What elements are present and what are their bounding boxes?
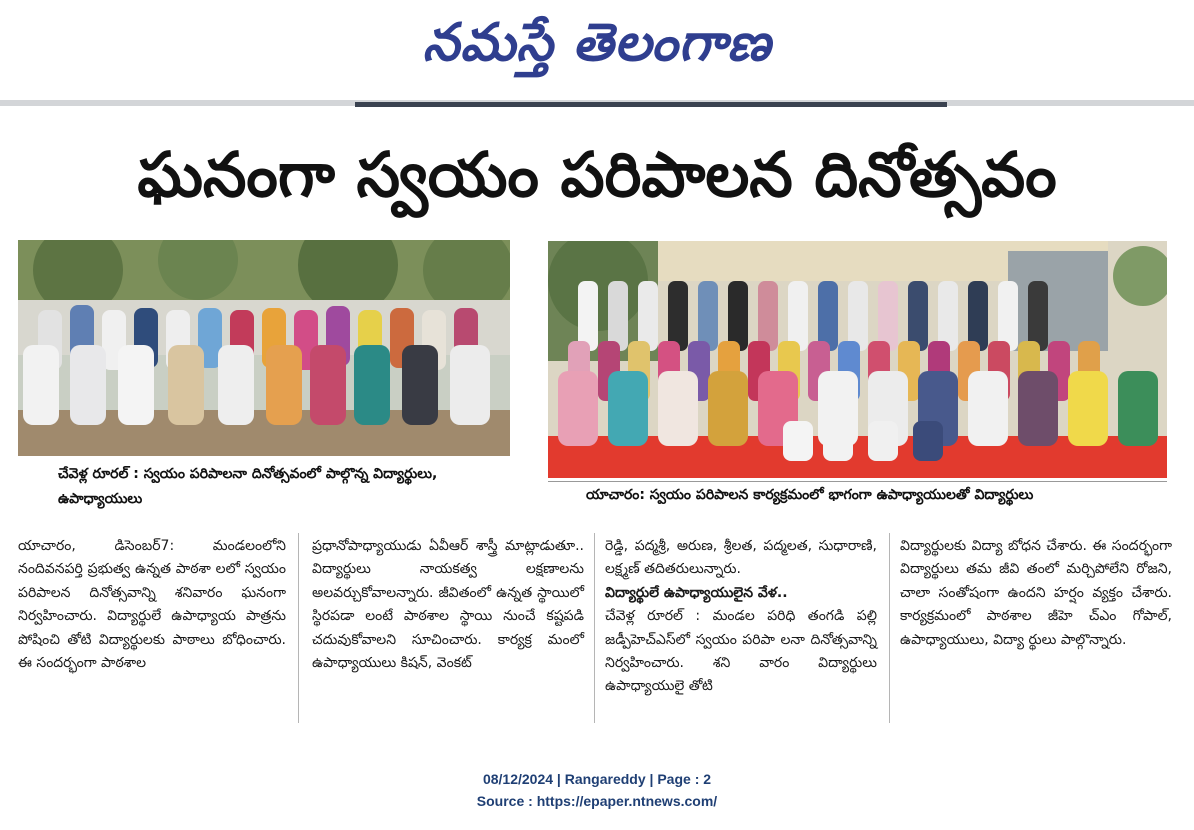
group-photo-left	[18, 240, 510, 456]
article-subheading: విద్యార్థులే ఉపాధ్యాయులైన వేళ..	[605, 584, 788, 601]
article-column-3	[605, 535, 877, 699]
article-headline: ఘనంగా స్వయం పరిపాలన దినోత్సవం	[137, 138, 1057, 211]
column-3-body: చేవెళ్ల రూరల్‌ : మండల పరిధి తంగడి పల్లి జడ్పీహెచ్‌ఎస్‌లో స్వయం పరిపా లనా దినోత్సవాన్ని నిర్వహించారు. శని వారం విద్యార్థులు ఉపాధ్యాయులై తోటి	[605, 608, 877, 695]
photo-left	[18, 240, 510, 456]
article-column-4: విద్యార్థులకు విద్యా బోధన చేశారు. ఈ సందర్భంగా విద్యార్థులు తమ జీవి తంలో మర్చిపోలేని రోజని, చాలా సంతోషంగా ఉందని హర్షం వ్యక్తం చేశారు. కార్యక్రమంలో పాఠశాల జీహె చ్‌ఎం గోపాల్‌, ఉపాధ్యాయులు, విద్యా ర్థులు పాల్గొన్నారు.	[900, 538, 1172, 648]
article-column-1: యాచారం, డిసెంబర్‌7: మండలంలోని నందివనపర్తి ప్రభుత్వ ఉన్నత పాఠశా లలో స్వయం పరిపాలన దినోత్సవాన్ని శనివారం ఘనంగా నిర్వహించారు. విద్యార్థులే ఉపాధ్యాయ పాత్రను పోషించి తోటి విద్యార్థులకు పాఠాలు బోధించారు. ఈ సందర్భంగా పాఠశాల	[18, 538, 286, 672]
photo-right	[548, 241, 1167, 478]
footer-edition-info: 08/12/2024 | Rangareddy | Page : 2	[482, 771, 712, 787]
article-column-2: ప్రధానోపాధ్యాయుడు ఏవీఆర్‌ శాస్త్రీ మాట్లాడుతూ.. విద్యార్థులు నాయకత్వ లక్షణాలను అలవర్చుకోవాలన్నారు. జీవితంలో ఉన్నత స్థాయిలో స్థిరపడా లంటే పాఠశాల స్థాయి నుంచే కష్టపడి చదువుకోవాలని సూచించారు. కార్యక్ర మంలో ఉపాధ్యాయులు కిషన్‌, వెంకట్‌	[312, 538, 584, 672]
photo-left-caption: చేవెళ్ల రూరల్ : స్వయం పరిపాలనా దినోత్సవంలో పాల్గొన్న విద్యార్థులు, ఉపాధ్యాయులు	[58, 466, 438, 507]
page-footer	[0, 768, 1194, 812]
column-divider	[889, 533, 890, 723]
column-divider	[594, 533, 595, 723]
column-3-intro: రెడ్డి, పద్మశ్రీ, అరుణ, శ్రీలత, పద్మలత, సుధారాణి, లక్ష్మణ్‌ తదితరులున్నారు.	[605, 538, 877, 578]
column-divider	[298, 533, 299, 723]
footer-source: Source : https://epaper.ntnews.com/	[476, 793, 718, 809]
newspaper-logo: నమస్తే తెలంగాణ	[422, 12, 772, 73]
group-photo-right	[548, 241, 1167, 478]
photo-right-caption: యాచారం: స్వయం పరిపాలన కార్యక్రమంలో భాగంగా ఉపాధ్యాయులతో విద్యార్థులు	[586, 487, 1034, 503]
masthead	[0, 0, 1194, 98]
caption-divider	[548, 481, 1167, 482]
masthead-accent-bar	[355, 102, 947, 107]
